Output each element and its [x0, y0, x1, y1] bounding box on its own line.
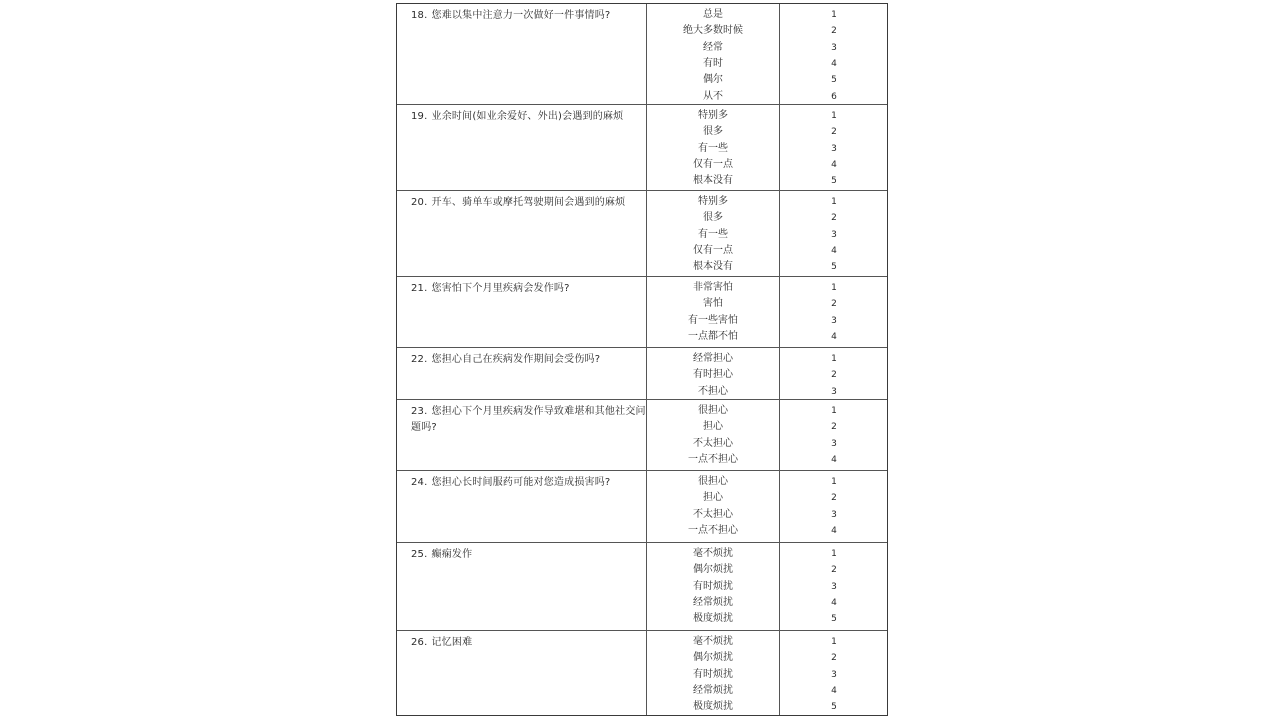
answer-option[interactable]	[647, 436, 887, 452]
answer-option[interactable]	[647, 40, 887, 56]
answer-label: 从不	[703, 90, 723, 102]
answer-label: 绝大多数时候	[683, 25, 743, 37]
question-number: 18.	[411, 10, 428, 21]
answer-option[interactable]	[647, 141, 887, 157]
answer-option[interactable]	[647, 474, 887, 490]
answer-option[interactable]	[647, 210, 887, 226]
question-number: 23.	[411, 406, 428, 417]
question-row	[397, 104, 887, 190]
answer-score: 2	[831, 565, 837, 576]
question-row	[397, 630, 887, 717]
answer-option[interactable]	[647, 419, 887, 435]
questionnaire-table	[396, 3, 888, 716]
answer-option[interactable]	[647, 667, 887, 683]
answer-option[interactable]	[647, 683, 887, 699]
answer-score: 3	[831, 42, 837, 53]
answer-label: 很担心	[698, 405, 728, 416]
answer-option[interactable]	[647, 452, 887, 468]
answer-label: 极度烦扰	[693, 613, 733, 625]
answer-label: 不担心	[698, 385, 728, 397]
answer-score: 2	[831, 653, 837, 664]
question-number: 25.	[411, 549, 428, 560]
question-label: 您担心下个月里疾病发作导致难堪和其他社交问题吗?	[411, 406, 646, 433]
answer-score: 2	[831, 422, 837, 433]
answer-label: 有时担心	[693, 369, 733, 381]
answer-label: 有一些害怕	[688, 314, 738, 326]
answer-score: 5	[831, 614, 837, 625]
answer-option[interactable]	[647, 72, 887, 88]
answer-option[interactable]	[647, 227, 887, 243]
answer-score: 1	[831, 549, 837, 559]
answer-score: 3	[831, 386, 837, 397]
answer-label: 根本没有	[693, 175, 733, 187]
question-label: 开车、骑单车或摩托驾驶期间会遇到的麻烦	[431, 197, 626, 208]
answer-label: 极度烦扰	[693, 701, 733, 713]
answer-label: 有时烦扰	[693, 580, 733, 592]
answer-score: 2	[831, 213, 837, 224]
answer-option[interactable]	[647, 108, 887, 124]
answer-label: 担心	[703, 421, 723, 433]
answer-label: 有时	[703, 57, 723, 69]
answer-option[interactable]	[647, 173, 887, 189]
answer-option[interactable]	[647, 507, 887, 523]
answer-option[interactable]	[647, 7, 887, 23]
answer-score: 1	[831, 111, 837, 121]
question-label: 业余时间(如业余爱好、外出)会遇到的麻烦	[431, 111, 624, 122]
answer-score: 4	[831, 685, 837, 696]
question-row	[397, 276, 887, 347]
answer-label: 经常	[703, 41, 723, 53]
answer-score: 3	[831, 229, 837, 240]
answer-label: 很多	[703, 126, 723, 138]
answer-option[interactable]	[647, 56, 887, 72]
answer-score: 1	[831, 10, 837, 20]
answer-score: 2	[831, 127, 837, 138]
answer-label: 总是	[703, 9, 723, 20]
answer-label: 非常害怕	[693, 282, 733, 293]
answer-score: 1	[831, 283, 837, 293]
question-text	[397, 195, 645, 211]
answer-label: 特别多	[698, 110, 728, 121]
answer-label: 很多	[703, 212, 723, 224]
answer-label: 经常烦扰	[693, 596, 733, 608]
answer-score: 4	[831, 525, 837, 536]
answer-option[interactable]	[647, 124, 887, 140]
answer-score: 4	[831, 245, 837, 256]
answer-score: 1	[831, 406, 837, 416]
answer-option[interactable]	[647, 296, 887, 312]
answer-label: 毫不烦扰	[693, 548, 733, 559]
question-text	[397, 109, 645, 125]
answer-option[interactable]	[647, 579, 887, 595]
answer-label: 偶尔烦扰	[693, 564, 733, 576]
answer-label: 仅有一点	[693, 158, 733, 170]
answer-option[interactable]	[647, 329, 887, 345]
answer-score: 5	[831, 75, 837, 86]
answer-score: 1	[831, 477, 837, 487]
answer-label: 一点不担心	[688, 453, 738, 465]
answer-label: 害怕	[703, 298, 723, 310]
answer-score: 4	[831, 597, 837, 608]
answer-label: 一点不担心	[688, 524, 738, 536]
answer-score: 4	[831, 331, 837, 342]
answer-label: 经常烦扰	[693, 684, 733, 696]
answer-option[interactable]	[647, 403, 887, 419]
answer-option[interactable]	[647, 699, 887, 715]
answer-score: 3	[831, 581, 837, 592]
answer-label: 偶尔烦扰	[693, 652, 733, 664]
answer-option[interactable]	[647, 194, 887, 210]
answer-score: 3	[831, 143, 837, 154]
answer-label: 经常担心	[693, 353, 733, 364]
answer-label: 担心	[703, 492, 723, 504]
question-label: 您害怕下个月里疾病会发作吗?	[431, 283, 570, 294]
question-row	[397, 347, 887, 399]
answer-option[interactable]	[647, 490, 887, 506]
answer-option[interactable]	[647, 259, 887, 275]
question-number: 19.	[411, 111, 428, 122]
question-label: 您担心长时间服药可能对您造成损害吗?	[431, 477, 611, 488]
answer-label: 有一些	[698, 142, 728, 154]
answer-label: 有一些	[698, 228, 728, 240]
answer-label: 特别多	[698, 196, 728, 207]
answer-option[interactable]	[647, 23, 887, 39]
answer-option[interactable]	[647, 546, 887, 562]
question-row	[397, 399, 887, 470]
answer-option[interactable]	[647, 384, 887, 400]
answer-option[interactable]	[647, 634, 887, 650]
question-text	[397, 635, 645, 651]
question-text	[397, 475, 645, 491]
question-label: 癫痫发作	[431, 549, 473, 560]
question-number: 20.	[411, 197, 428, 208]
question-text	[397, 352, 645, 368]
question-label: 您担心自己在疾病发作期间会受伤吗?	[431, 354, 601, 365]
answer-option[interactable]	[647, 313, 887, 329]
answer-option[interactable]	[647, 595, 887, 611]
answer-label: 毫不烦扰	[693, 636, 733, 647]
answer-label: 偶尔	[703, 74, 723, 86]
answer-score: 3	[831, 315, 837, 326]
answer-score: 1	[831, 354, 837, 364]
question-text	[397, 547, 645, 563]
question-text	[397, 281, 645, 297]
answer-score: 1	[831, 637, 837, 647]
answer-score: 5	[831, 262, 837, 273]
answer-score: 4	[831, 58, 837, 69]
answer-label: 一点都不怕	[688, 330, 738, 342]
answer-label: 仅有一点	[693, 244, 733, 256]
answer-option[interactable]	[647, 351, 887, 367]
question-row	[397, 470, 887, 542]
answer-score: 3	[831, 438, 837, 449]
answer-option[interactable]	[647, 523, 887, 539]
answer-score: 2	[831, 493, 837, 504]
answer-option[interactable]	[647, 650, 887, 666]
answer-score: 5	[831, 176, 837, 187]
question-label: 记忆困难	[431, 637, 473, 648]
answer-score: 2	[831, 26, 837, 37]
answer-score: 6	[831, 91, 837, 102]
answer-score: 2	[831, 299, 837, 310]
answer-score: 4	[831, 454, 837, 465]
answer-label: 不太担心	[693, 437, 733, 449]
question-number: 21.	[411, 283, 428, 294]
question-number: 26.	[411, 637, 428, 648]
answer-option[interactable]	[647, 280, 887, 296]
answer-label: 有时烦扰	[693, 668, 733, 680]
answer-option[interactable]	[647, 89, 887, 105]
question-number: 24.	[411, 477, 428, 488]
answer-option[interactable]	[647, 157, 887, 173]
answer-score: 5	[831, 702, 837, 713]
question-row	[397, 190, 887, 276]
answer-score: 3	[831, 509, 837, 520]
answer-option[interactable]	[647, 562, 887, 578]
answer-label: 不太担心	[693, 508, 733, 520]
answer-score: 4	[831, 159, 837, 170]
question-row	[397, 542, 887, 630]
answer-option[interactable]	[647, 367, 887, 383]
answer-score: 2	[831, 370, 837, 381]
question-label: 您难以集中注意力一次做好一件事情吗?	[431, 10, 611, 21]
question-text	[397, 8, 645, 24]
answer-score: 3	[831, 669, 837, 680]
question-row	[397, 4, 887, 104]
answer-option[interactable]	[647, 243, 887, 259]
answer-score: 1	[831, 197, 837, 207]
answer-label: 根本没有	[693, 261, 733, 273]
answer-option[interactable]	[647, 611, 887, 627]
question-text	[397, 404, 647, 436]
answer-label: 很担心	[698, 476, 728, 487]
question-number: 22.	[411, 354, 428, 365]
